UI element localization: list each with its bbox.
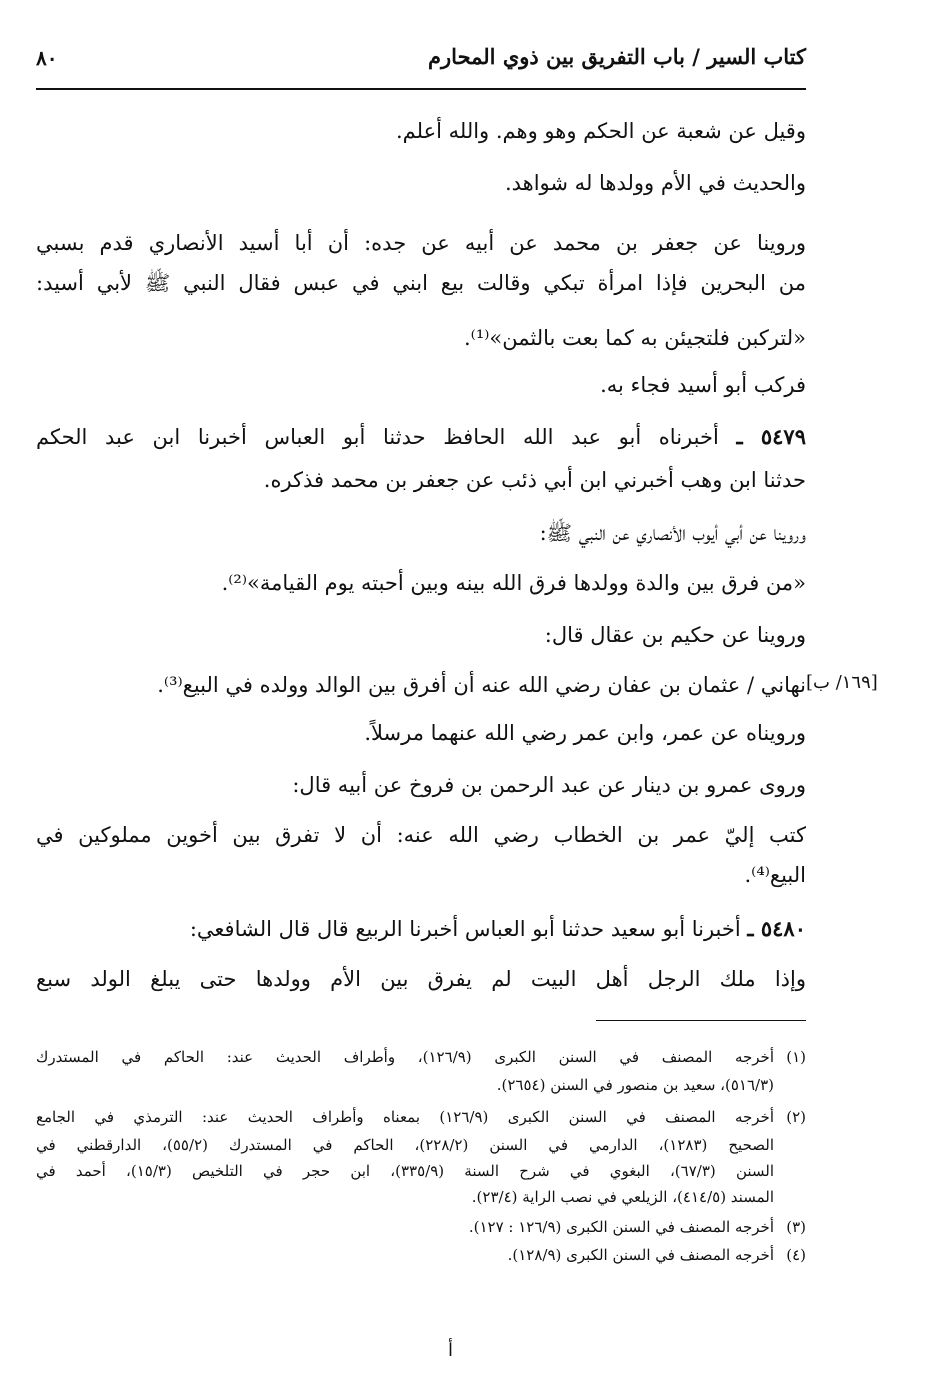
footnote-number: (١) bbox=[786, 1048, 806, 1066]
hadith-text: أخبرناه أبو عبد الله الحافظ حدثنا أبو العباس أخبرنا ابن عبد الحكم bbox=[36, 425, 719, 449]
header-rule bbox=[36, 88, 806, 90]
footnote-1 bbox=[36, 1046, 806, 1068]
footnote-4 bbox=[508, 1244, 806, 1266]
text-line: كتب إليّ عمر بن الخطاب رضي الله عنه: أن لا تفرق بين أخوين مملوكين في bbox=[36, 823, 806, 847]
text-line: البيع⁽⁴⁾. bbox=[744, 863, 806, 887]
footnote-text: المسند (٤١٤/٥)، الزيلعي في نصب الراية (٢٣/٤). bbox=[471, 1188, 774, 1206]
footnote-number: (٣) bbox=[786, 1218, 806, 1236]
footnote-text: أخرجه المصنف في السنن الكبرى (١٢٦/٩)، وأطراف الحديث عند: الحاكم في المستدرك bbox=[36, 1048, 774, 1066]
hadith-number: ٥٤٨٠ ـ bbox=[747, 916, 806, 941]
text-line: وروينا عن جعفر بن محمد عن أبيه عن جده: أن أبا أسيد الأنصاري قدم بسبي bbox=[36, 231, 806, 255]
bottom-mark: أ bbox=[448, 1340, 454, 1361]
text-line: «لتركبن فلتجيئن به كما بعت بالثمن»⁽¹⁾. bbox=[463, 326, 806, 350]
footnote-rule bbox=[596, 1020, 806, 1021]
hadith-5480-line bbox=[190, 914, 806, 944]
footnote-text: أخرجه المصنف في السنن الكبرى (١٢٨/٩). bbox=[507, 1246, 774, 1264]
text-line: وإذا ملك الرجل أهل البيت لم يفرق بين الأم وولدها حتى يبلغ الولد سبع bbox=[36, 967, 806, 991]
text-line: من البحرين فإذا امرأة تبكي وقالت بيع ابني في عبس فقال النبي ﷺ لأبي أسيد: bbox=[36, 271, 806, 295]
text-line: والحديث في الأم وولدها له شواهد. bbox=[504, 171, 806, 195]
margin-folio-reference: [١٦٩/ ب] bbox=[806, 672, 878, 693]
hadith-text: أخبرنا أبو سعيد حدثنا أبو العباس أخبرنا الربيع قال قال الشافعي: bbox=[189, 917, 741, 941]
footnote-text: أخرجه المصنف في السنن الكبرى (١٢٦/٩ : ١٢٧). bbox=[468, 1218, 774, 1236]
text-line: وروى عمرو بن دينار عن عبد الرحمن بن فروخ عن أبيه قال: bbox=[292, 773, 806, 797]
footnote-text: الصحيح (١٢٨٣)، الدارمي في السنن (٢٢٨/٢)، الحاكم في المستدرك (٥٥/٢)، الدارقطني في bbox=[36, 1136, 774, 1154]
text-line: حدثنا ابن وهب أخبرني ابن أبي ذئب عن جعفر بن محمد فذكره. bbox=[263, 468, 806, 492]
text-line: وقيل عن شعبة عن الحكم وهو وهم. والله أعلم. bbox=[395, 119, 806, 143]
page-header bbox=[36, 36, 806, 88]
footnote-number: (٢) bbox=[786, 1108, 806, 1126]
footnote-text: (٥١٦/٣)، سعيد بن منصور في السنن (٢٦٥٤). bbox=[496, 1076, 774, 1094]
text-line: وروينا عن حكيم بن عقال قال: bbox=[544, 623, 806, 647]
text-line: فركب أبو أسيد فجاء به. bbox=[600, 373, 806, 397]
text-line: ورويناه عن عمر، وابن عمر رضي الله عنهما مرسلاً. bbox=[364, 721, 806, 745]
footnote-3 bbox=[469, 1216, 806, 1238]
hadith-number: ٥٤٧٩ ـ bbox=[736, 424, 806, 449]
hadith-5479-line bbox=[36, 422, 806, 452]
footnote-text: السنن (٦٧/٣)، البغوي في شرح السنة (٣٣٥/٩)، ابن حجر في التلخيص (١٥/٣)، أحمد في bbox=[36, 1162, 775, 1180]
footnote-2 bbox=[36, 1106, 806, 1128]
text-line: «من فرق بين والدة وولدها فرق الله بينه وبين أحبته يوم القيامة»⁽²⁾. bbox=[221, 571, 806, 595]
page-number: ٨٠ bbox=[36, 46, 58, 70]
running-title: كتاب السير / باب التفريق بين ذوي المحارم bbox=[428, 44, 806, 69]
footnote-text: أخرجه المصنف في السنن الكبرى (١٢٦/٩) بمعناه وأطراف الحديث عند: الترمذي في الجامع bbox=[36, 1108, 774, 1126]
text-line: نهاني / عثمان بن عفان رضي الله عنه أن أفرق بين الوالد وولده في البيع⁽³⁾. bbox=[157, 673, 806, 697]
text-line: وروينا عن أبي أيوب الأنصاري عن النبي ﷺ: bbox=[539, 521, 806, 545]
footnote-number: (٤) bbox=[786, 1246, 806, 1264]
